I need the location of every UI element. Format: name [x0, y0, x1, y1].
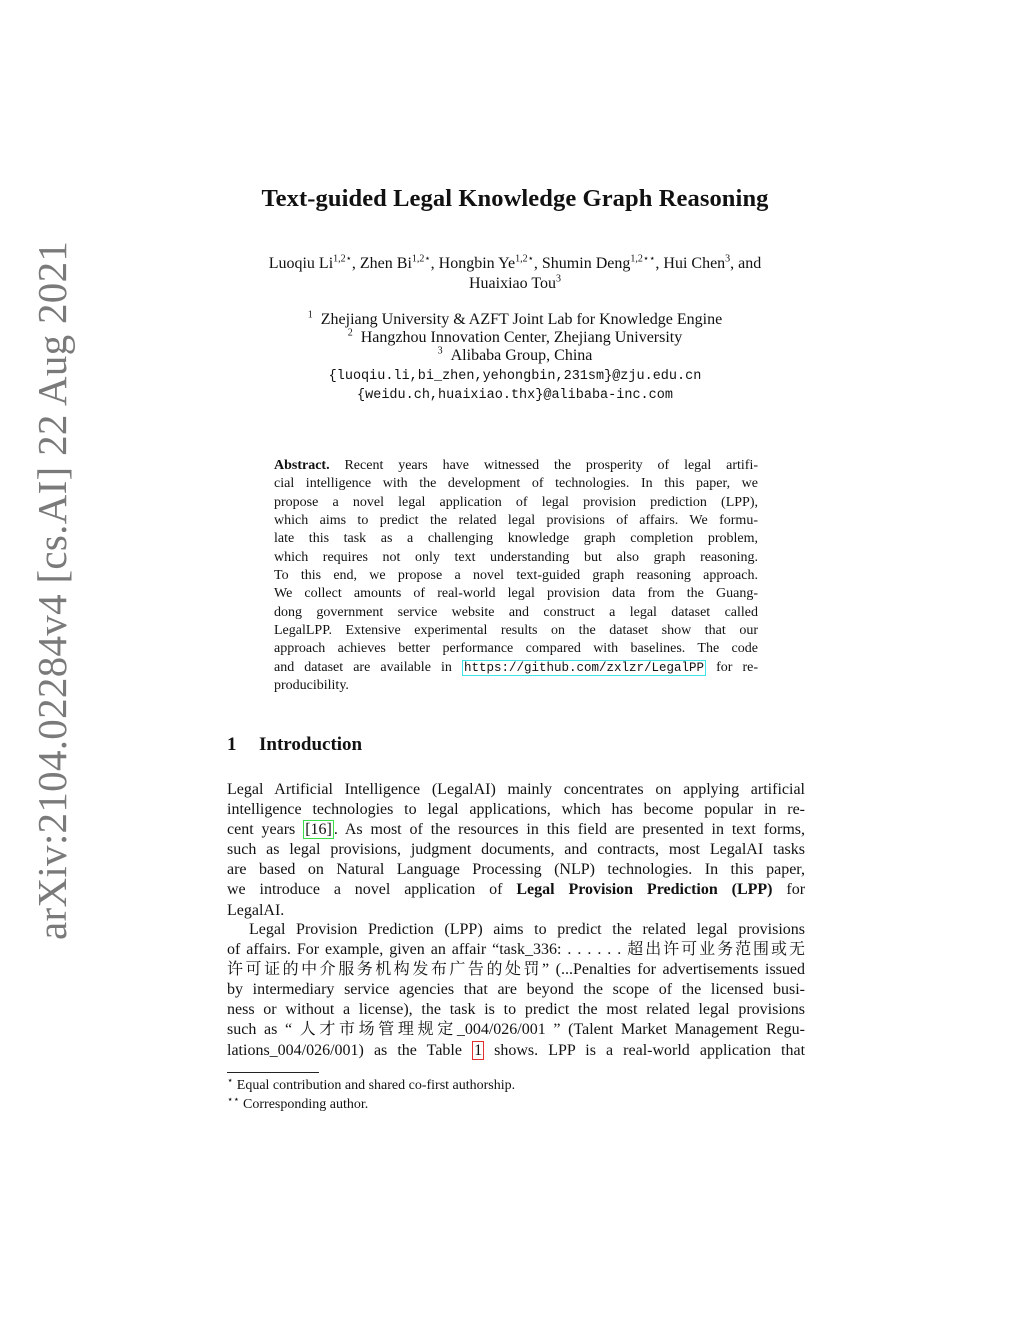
- text-line: are based on Natural Language Processing (NLP) technologies. In this paper,: [227, 861, 805, 879]
- email-line-2: [140, 384, 890, 406]
- email-address[interactable]: {weidu.ch,huaixiao.thx}@alibaba-inc.com: [357, 388, 673, 403]
- author-name: , Hongbin Ye: [430, 255, 516, 272]
- text-line: such as “ 人才市场管理规定_004/026/001 ” (Talent Market Management Regu-: [227, 1021, 805, 1039]
- section-number: 1: [227, 734, 237, 755]
- arxiv-identifier: arXiv:2104.02284v4 [cs.AI] 22 Aug 2021: [29, 240, 75, 940]
- text-line: LegalAI.: [227, 901, 285, 919]
- author-name: , and: [730, 255, 762, 272]
- abstract-line: cial intelligence with the development of technologies. In this paper, we: [274, 476, 758, 492]
- abstract-line: approach achieves better performance compared with baselines. The code: [274, 641, 758, 657]
- affiliation-sup: 2: [347, 327, 353, 339]
- abstract-line: and dataset are available in https://github.com/zxlzr/LegalPP for re-: [274, 659, 759, 675]
- footnote-text: Corresponding author.: [243, 1097, 369, 1112]
- citation-link[interactable]: [16]: [305, 821, 332, 839]
- affiliation-text: Alibaba Group, China: [450, 347, 593, 364]
- abstract-line: which requires not only text understanding but also graph reasoning.: [274, 549, 758, 565]
- text-line: ness or without a license), the task is to predict the most related legal provisions: [227, 1001, 805, 1019]
- author-sup: 3: [725, 253, 731, 265]
- lpp-term: Legal Provision Prediction (LPP): [516, 881, 773, 899]
- abstract-label: Abstract.: [274, 458, 330, 473]
- author-name: Huaixiao Tou: [468, 275, 556, 292]
- text-line: Legal Provision Prediction (LPP) aims to predict the related legal provisions: [249, 921, 805, 938]
- affiliation-text: Zhejiang University & AZFT Joint Lab for Knowledge Engine: [320, 311, 723, 328]
- affiliation-1: [140, 310, 890, 330]
- abstract-line: We collect amounts of real-world legal provision data from the Guang-: [274, 586, 758, 602]
- footnote-2: [227, 1096, 368, 1114]
- affiliation-2: [140, 328, 890, 348]
- abstract-line: late this task as a challenging knowledge graph completion problem,: [274, 531, 758, 547]
- abstract-line: Abstract. Recent years have witnessed the prosperity of legal artifi-: [274, 458, 758, 473]
- abstract-line: propose a novel legal application of legal provision prediction (LPP),: [274, 494, 758, 510]
- abstract-line: which aims to predict the related legal provisions of affairs. We formu-: [274, 513, 758, 529]
- author-list: [140, 254, 890, 274]
- section-title: Introduction: [259, 734, 363, 755]
- affiliation-sup: 1: [307, 309, 313, 321]
- intro-paragraph-1: [227, 780, 805, 921]
- abstract-line: LegalLPP. Extensive experimental results on the dataset show that our: [274, 623, 758, 639]
- text-line: we introduce a novel application of Legal Provision Prediction (LPP) for: [227, 881, 806, 899]
- paper-title: Text-guided Legal Knowledge Graph Reasoning: [261, 185, 769, 212]
- author-sup: 1,2⋆: [333, 253, 352, 265]
- author-name: , Shumin Deng: [533, 255, 631, 272]
- text-line: lations_004/026/001) as the Table 1 shows. LPP is a real-world application that: [227, 1041, 806, 1059]
- text-line: 许可证的中介服务机构发布广告的处罚” (...Penalties for advertisements issued: [227, 961, 805, 979]
- section-heading: [227, 734, 362, 756]
- author-sup: 1,2⋆: [515, 253, 534, 265]
- affiliation-3: [140, 346, 890, 366]
- text-line: intelligence technologies to legal applications, which has become popular in re-: [227, 801, 805, 819]
- author-sup: 1,2⋆⋆: [630, 253, 656, 265]
- footnote-mark: ⋆: [227, 1075, 234, 1087]
- abstract-line: To this end, we propose a novel text-guided graph reasoning approach.: [274, 568, 758, 584]
- abstract: [274, 457, 758, 695]
- email-address[interactable]: {luoqiu.li,bi_zhen,yehongbin,231sm}@zju.edu.cn: [328, 369, 702, 384]
- author-name: , Hui Chen: [655, 255, 726, 272]
- author-name: Luoqiu Li: [268, 255, 334, 272]
- table-ref-link[interactable]: 1: [474, 1041, 483, 1059]
- text-line: such as legal provisions, judgment documents, and contracts, most LegalAI tasks: [227, 841, 805, 859]
- author-sup: 3: [556, 273, 561, 285]
- author-name: , Zhen Bi: [351, 255, 412, 272]
- footnote-mark: ⋆⋆: [227, 1094, 240, 1106]
- abstract-line: dong government service website and construct a legal dataset called: [274, 604, 758, 620]
- footnote-text: Equal contribution and shared co-first authorship.: [236, 1078, 516, 1093]
- text-line: cent years [16] . As most of the resources in this field are presented in text forms,: [227, 821, 806, 839]
- author-list-line2: [140, 274, 890, 294]
- github-link[interactable]: https://github.com/zxlzr/LegalPP: [463, 660, 704, 675]
- footnote-1: [227, 1077, 515, 1095]
- intro-paragraph-2: [227, 920, 805, 1061]
- text-line: Legal Artificial Intelligence (LegalAI) mainly concentrates on applying artificial: [227, 781, 805, 798]
- abstract-line: producibility.: [274, 678, 349, 694]
- author-sup: 1,2⋆: [411, 253, 431, 265]
- text-line: by intermediary service agencies that are beyond the scope of the licensed busi-: [227, 981, 805, 999]
- affiliation-text: Hangzhou Innovation Center, Zhejiang University: [360, 329, 683, 346]
- footnote-rule: [227, 1072, 319, 1073]
- affiliation-sup: 3: [437, 345, 443, 357]
- text-line: of affairs. For example, given an affair “task_336: . . . . . . 超出许可业务范围或无: [227, 941, 805, 959]
